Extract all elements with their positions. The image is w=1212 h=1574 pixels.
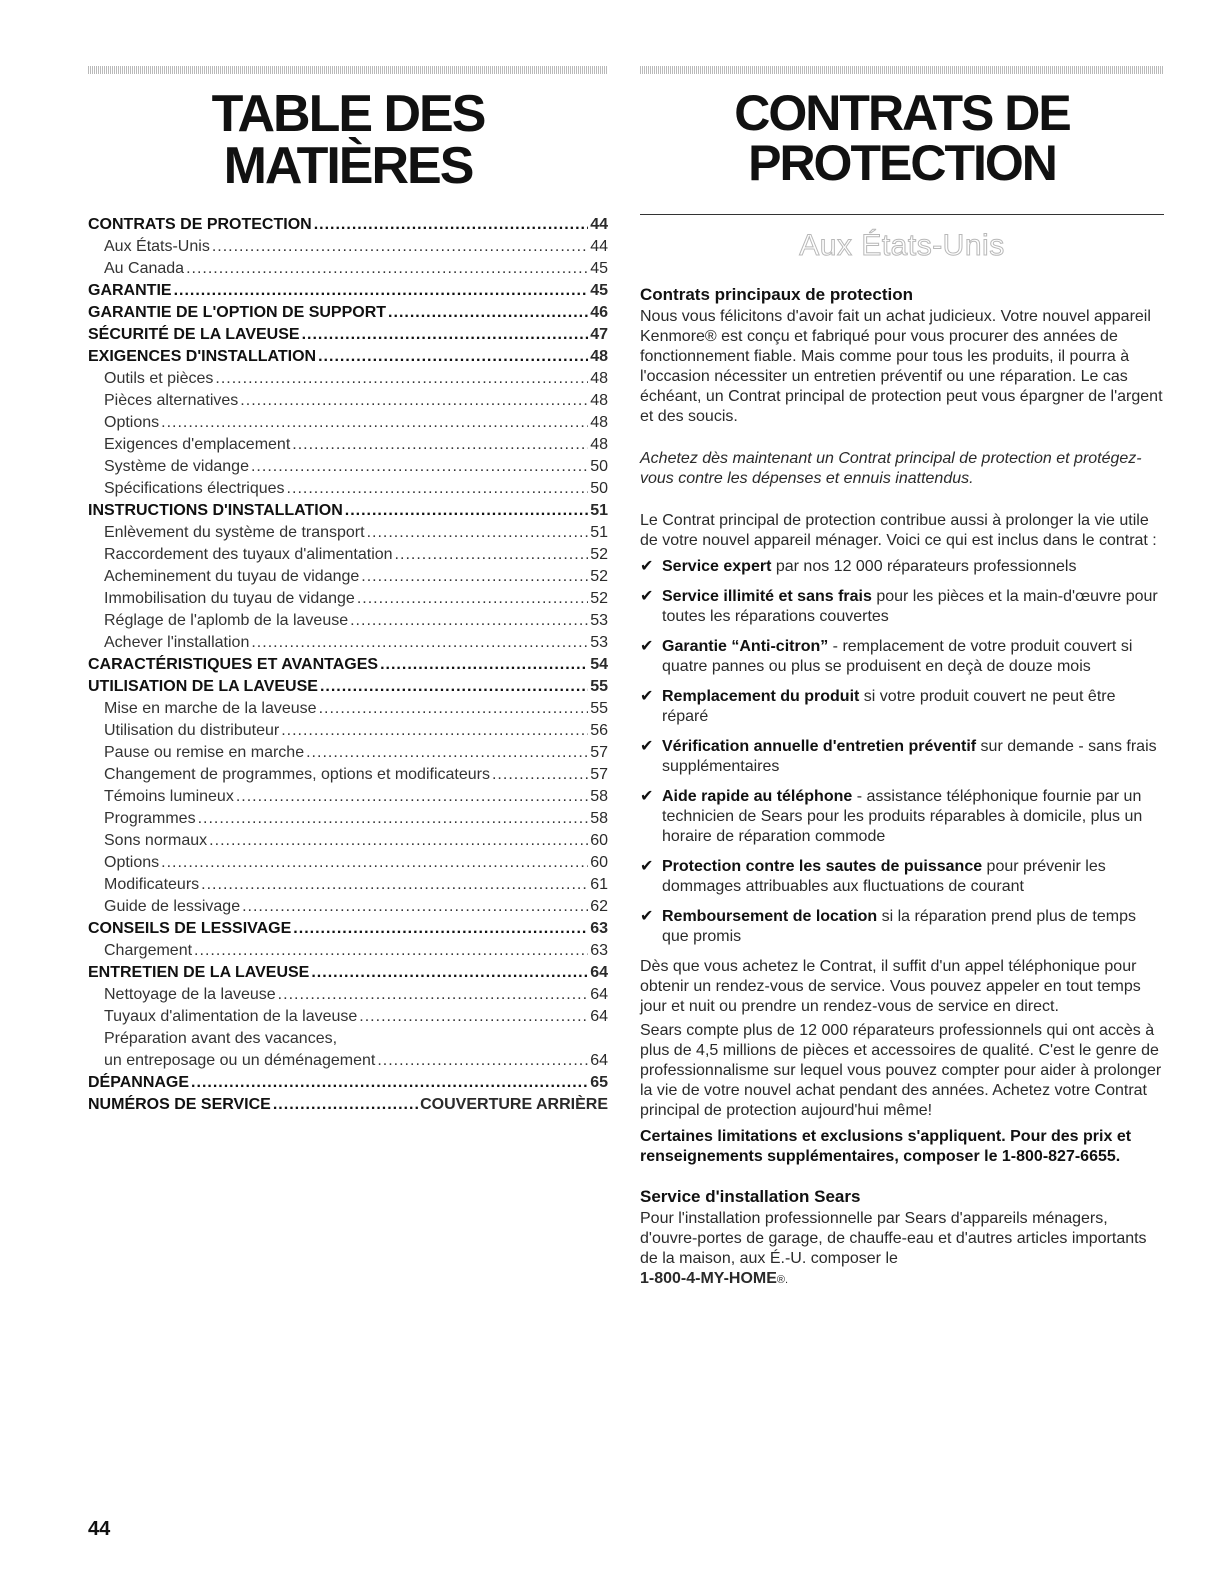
benefit-bold: Vérification annuelle d'entretien préventif bbox=[662, 738, 977, 755]
toc-entry bbox=[88, 698, 608, 720]
page-number: 44 bbox=[88, 1518, 111, 1540]
benefit-text bbox=[662, 557, 1076, 577]
benefit-text bbox=[662, 687, 1164, 727]
toc-entry-label: Témoins lumineux bbox=[104, 788, 234, 805]
toc-entry-page: 48 bbox=[590, 414, 608, 431]
toc-entry-label: CARACTÉRISTIQUES ET AVANTAGES bbox=[88, 656, 379, 673]
toc-leader-dots bbox=[287, 478, 589, 500]
toc-entry-page: 64 bbox=[590, 1008, 608, 1025]
toc-entry bbox=[88, 280, 608, 302]
toc-entry-label: Réglage de l'aplomb de la laveuse bbox=[104, 612, 349, 629]
checkmark-icon: ✔ bbox=[640, 558, 654, 575]
toc-entry bbox=[88, 720, 608, 742]
toc-leader-dots bbox=[306, 742, 588, 764]
benefit-text bbox=[662, 857, 1164, 897]
checkmark-icon: ✔ bbox=[640, 738, 654, 755]
toc-entry bbox=[88, 390, 608, 412]
toc-leader-dots bbox=[191, 1072, 588, 1094]
toc-entry bbox=[88, 302, 608, 324]
toc-entry bbox=[88, 830, 608, 852]
toc-entry-label: Chargement bbox=[104, 942, 193, 959]
toc-entry-label: Options bbox=[104, 854, 160, 871]
benefit-item bbox=[640, 857, 1164, 897]
benefit-item bbox=[640, 907, 1164, 947]
toc-entry bbox=[88, 764, 608, 786]
main-heading: Contrats principaux de protection bbox=[640, 285, 913, 304]
contracts-title bbox=[640, 85, 1164, 191]
toc-leader-dots bbox=[311, 962, 588, 984]
toc-entry-page: 64 bbox=[590, 1052, 608, 1069]
benefit-item bbox=[640, 737, 1164, 777]
benefit-text bbox=[662, 637, 1164, 677]
toc-entry-label: Acheminement du tuyau de vidange bbox=[104, 568, 360, 585]
toc-entry bbox=[88, 456, 608, 478]
checkmark-icon: ✔ bbox=[640, 908, 654, 925]
toc-entry-label: Raccordement des tuyaux d'alimentation bbox=[104, 546, 393, 563]
benefit-detail: si votre produit couvert ne peut être réparé bbox=[662, 688, 1116, 725]
benefit-bold: Protection contre les sautes de puissance bbox=[662, 858, 983, 875]
toc-entry-page: 53 bbox=[590, 634, 608, 651]
toc-leader-dots bbox=[318, 346, 588, 368]
toc-entry-page: 64 bbox=[590, 986, 608, 1003]
benefit-item bbox=[640, 637, 1164, 677]
toc-entry-page: 53 bbox=[590, 612, 608, 629]
toc-entry bbox=[88, 588, 608, 610]
toc-entry bbox=[88, 874, 608, 896]
contracts-title-line1: CONTRATS DE bbox=[734, 85, 1070, 141]
toc-leader-dots bbox=[201, 874, 588, 896]
install-phone-suffix: ®. bbox=[776, 1274, 789, 1286]
toc-leader-dots bbox=[314, 214, 589, 236]
toc-entry bbox=[88, 566, 608, 588]
toc-entry bbox=[88, 214, 608, 236]
toc-entry-page: 50 bbox=[590, 458, 608, 475]
checkmark-icon: ✔ bbox=[640, 858, 654, 875]
benefit-item bbox=[640, 557, 1164, 577]
toc-entry-page: 52 bbox=[590, 568, 608, 585]
toc-entry-label: Aux États-Unis bbox=[104, 238, 210, 255]
checkmark-icon: ✔ bbox=[640, 638, 654, 655]
benefit-text bbox=[662, 587, 1164, 627]
toc-leader-dots bbox=[251, 456, 588, 478]
toc-entry-page: 60 bbox=[590, 832, 608, 849]
install-heading: Service d'installation Sears bbox=[640, 1187, 861, 1206]
toc-entry-label: Sons normaux bbox=[104, 832, 208, 849]
toc-entry: Préparation avant des vacances, bbox=[104, 1030, 338, 1047]
toc-entry bbox=[88, 1072, 608, 1094]
toc-entry-page: 62 bbox=[590, 898, 608, 915]
install-phone: 1-800-4-MY-HOME bbox=[640, 1270, 777, 1287]
toc-leader-dots bbox=[194, 940, 588, 962]
toc-entry-label: Enlèvement du système de transport bbox=[104, 524, 365, 541]
toc-entry-label: Pièces alternatives bbox=[104, 392, 239, 409]
toc-entry-page: 56 bbox=[590, 722, 608, 739]
top-dotted-rule bbox=[640, 66, 1164, 74]
toc-entry bbox=[88, 1006, 608, 1028]
toc-entry-label: Utilisation du distributeur bbox=[104, 722, 280, 739]
toc-entry-label: Options bbox=[104, 414, 160, 431]
toc-entry-page: 48 bbox=[590, 392, 608, 409]
benefit-detail: sur demande - sans frais supplémentaires bbox=[662, 738, 1157, 775]
toc-entry-label: INSTRUCTIONS D'INSTALLATION bbox=[88, 502, 343, 519]
toc-entry-label: Immobilisation du tuyau de vidange bbox=[104, 590, 355, 607]
toc-leader-dots bbox=[302, 324, 589, 346]
toc-leader-dots bbox=[251, 632, 588, 654]
toc-entry-page: 48 bbox=[590, 436, 608, 453]
region-heading: Aux États-Unis bbox=[799, 229, 1005, 262]
toc-entry-page: 55 bbox=[590, 678, 608, 695]
toc-entry bbox=[88, 610, 608, 632]
benefit-text bbox=[662, 907, 1164, 947]
call-paragraph: Dès que vous achetez le Contrat, il suffit d'un appel téléphonique pour obtenir un rendez-vous de service. Vous pouvez appeler en tout temps jour et nuit ou prendre un rendez-vous de service en direct. bbox=[640, 958, 1141, 1015]
toc-leader-dots bbox=[186, 258, 588, 280]
benefit-item bbox=[640, 787, 1164, 847]
benefit-detail: pour les pièces et la main-d'œuvre pour toutes les réparations couvertes bbox=[662, 588, 1158, 625]
toc-entry-page: 46 bbox=[590, 304, 608, 321]
toc-entry-label: Système de vidange bbox=[104, 458, 249, 475]
toc-leader-dots bbox=[281, 720, 588, 742]
toc-leader-dots bbox=[293, 918, 588, 940]
toc-entry bbox=[88, 236, 608, 258]
toc-entry bbox=[88, 544, 608, 566]
toc-leader-dots bbox=[380, 654, 588, 676]
benefit-item bbox=[640, 687, 1164, 727]
benefit-detail: si la réparation prend plus de temps que promis bbox=[662, 908, 1136, 945]
toc-title: TABLE DES MATIÈRES bbox=[211, 85, 485, 195]
toc-leader-dots bbox=[361, 566, 588, 588]
toc-entry bbox=[88, 808, 608, 830]
toc-entry-page: 60 bbox=[590, 854, 608, 871]
toc-entry bbox=[88, 434, 608, 456]
toc-entry-label: UTILISATION DE LA LAVEUSE bbox=[88, 678, 318, 695]
toc-entry-page: 57 bbox=[590, 744, 608, 761]
toc-entry-label: CONSEILS DE LESSIVAGE bbox=[88, 920, 292, 937]
sears-paragraph: Sears compte plus de 12 000 réparateurs professionnels qui ont accès à plus de 4,5 millions de pièces et accessoires de qualité. C'est le genre de professionnalisme sur lequel vous pouvez compter pour aider à prolonger la vie de votre nouvel achat pendant des années. Achetez votre Contrat principal de protection aujourd'hui même! bbox=[640, 1022, 1162, 1119]
toc-entry bbox=[88, 324, 608, 346]
toc-entry-label: un entreposage ou un déménagement bbox=[104, 1052, 376, 1069]
toc-entry-page: 45 bbox=[590, 282, 608, 299]
toc-entry bbox=[88, 940, 608, 962]
toc-leader-dots bbox=[345, 500, 588, 522]
toc-leader-dots bbox=[367, 522, 589, 544]
toc-leader-dots bbox=[377, 1050, 588, 1072]
toc-leader-dots bbox=[395, 544, 589, 566]
toc-entry bbox=[88, 742, 608, 764]
toc-entry-page: 48 bbox=[590, 348, 608, 365]
toc-leader-dots bbox=[388, 302, 588, 324]
toc-entry bbox=[88, 368, 608, 390]
toc-leader-dots bbox=[161, 852, 588, 874]
toc-entry-label: Au Canada bbox=[104, 260, 185, 277]
toc-entry bbox=[88, 918, 608, 940]
toc-entry-page: 58 bbox=[590, 788, 608, 805]
benefit-text bbox=[662, 737, 1164, 777]
toc-entry bbox=[88, 786, 608, 808]
toc-entry bbox=[88, 896, 608, 918]
toc-column bbox=[88, 66, 608, 1116]
toc-leader-dots bbox=[359, 1006, 588, 1028]
toc-entry-label: Changement de programmes, options et modificateurs bbox=[104, 766, 490, 783]
toc-entry-label: GARANTIE bbox=[88, 282, 172, 299]
benefit-bold: Service expert bbox=[662, 558, 772, 575]
benefit-bold: Remplacement du produit bbox=[662, 688, 860, 705]
toc-entry-label: Achever l'installation bbox=[104, 634, 250, 651]
benefit-detail: - remplacement de votre produit couvert si quatre pannes ou plus se produisent en deçà de douze mois bbox=[662, 638, 1133, 675]
install-text: Pour l'installation professionnelle par Sears d'appareils ménagers, d'ouvre-portes de garage, de chauffe-eau et d'autres articles importants de la maison, aux É.-U. composer le bbox=[640, 1210, 1147, 1267]
toc-leader-dots bbox=[320, 676, 588, 698]
toc-list bbox=[88, 214, 608, 1116]
toc-leader-dots bbox=[236, 786, 588, 808]
toc-entry-page: 55 bbox=[590, 700, 608, 717]
toc-entry-label: Spécifications électriques bbox=[104, 480, 285, 497]
toc-entry-page: 44 bbox=[590, 216, 608, 233]
toc-entry-label: Nettoyage de la laveuse bbox=[104, 986, 276, 1003]
toc-entry bbox=[88, 522, 608, 544]
toc-entry-page: 63 bbox=[590, 920, 608, 937]
checkmark-icon: ✔ bbox=[640, 688, 654, 705]
toc-entry-page: 44 bbox=[590, 238, 608, 255]
toc-entry-page: 63 bbox=[590, 942, 608, 959]
contracts-title-line2: PROTECTION bbox=[748, 135, 1056, 191]
toc-entry-page: 57 bbox=[590, 766, 608, 783]
toc-entry-label: GARANTIE DE L'OPTION DE SUPPORT bbox=[88, 304, 387, 321]
contracts-column bbox=[640, 66, 1164, 1290]
toc-entry-page: 64 bbox=[590, 964, 608, 981]
toc-entry bbox=[88, 1094, 608, 1116]
toc-entry bbox=[88, 478, 608, 500]
toc-entry bbox=[88, 654, 608, 676]
toc-leader-dots bbox=[240, 390, 588, 412]
toc-entry bbox=[88, 1050, 608, 1072]
benefit-bold: Remboursement de location bbox=[662, 908, 878, 925]
toc-entry-page: 47 bbox=[590, 326, 608, 343]
toc-entry-label: Programmes bbox=[104, 810, 196, 827]
toc-entry bbox=[88, 852, 608, 874]
toc-entry-page: 51 bbox=[590, 502, 608, 519]
toc-entry bbox=[88, 412, 608, 434]
benefit-bold: Garantie “Anti-citron” bbox=[662, 638, 829, 655]
limitations-paragraph: Certaines limitations et exclusions s'appliquent. Pour des prix et renseignements supplémentaires, composer le 1-800-827-6655. bbox=[640, 1128, 1132, 1165]
toc-leader-dots bbox=[292, 434, 588, 456]
benefit-list bbox=[640, 557, 1164, 947]
toc-entry bbox=[88, 962, 608, 984]
toc-entry-page: 50 bbox=[590, 480, 608, 497]
toc-entry-label: CONTRATS DE PROTECTION bbox=[88, 216, 312, 233]
benefit-item bbox=[640, 587, 1164, 627]
toc-entry-page: 45 bbox=[590, 260, 608, 277]
toc-entry-page: 65 bbox=[590, 1074, 608, 1091]
toc-entry bbox=[88, 984, 608, 1006]
top-dotted-rule bbox=[88, 66, 608, 74]
toc-entry-label: Pause ou remise en marche bbox=[104, 744, 305, 761]
toc-entry bbox=[88, 500, 608, 522]
toc-entry-label: Exigences d'emplacement bbox=[104, 436, 291, 453]
inclusion-intro: Le Contrat principal de protection contribue aussi à prolonger la vie utile de votre nouvel appareil ménager. Voici ce qui est inclus dans le contrat : bbox=[640, 512, 1157, 549]
install-paragraph bbox=[640, 1209, 1164, 1290]
benefit-bold: Aide rapide au téléphone bbox=[662, 788, 853, 805]
italic-paragraph: Achetez dès maintenant un Contrat principal de protection et protégez-vous contre les dépenses et ennuis inattendus. bbox=[640, 450, 1142, 487]
toc-leader-dots bbox=[273, 1094, 418, 1116]
toc-entry-label: Guide de lessivage bbox=[104, 898, 241, 915]
toc-entry-label: EXIGENCES D'INSTALLATION bbox=[88, 348, 317, 365]
toc-entry-page: 52 bbox=[590, 590, 608, 607]
toc-entry-label: Modificateurs bbox=[104, 876, 200, 893]
toc-leader-dots bbox=[278, 984, 589, 1006]
toc-entry-label: SÉCURITÉ DE LA LAVEUSE bbox=[88, 326, 300, 343]
checkmark-icon: ✔ bbox=[640, 788, 654, 805]
toc-entry bbox=[88, 346, 608, 368]
toc-leader-dots bbox=[319, 698, 589, 720]
toc-entry-page: 48 bbox=[590, 370, 608, 387]
toc-leader-dots bbox=[161, 412, 588, 434]
benefit-detail: pour prévenir les dommages attribuables aux fluctuations de courant bbox=[662, 858, 1106, 895]
toc-leader-dots bbox=[357, 588, 588, 610]
benefit-bold: Service illimité et sans frais bbox=[662, 588, 872, 605]
toc-leader-dots bbox=[209, 830, 588, 852]
toc-entry-label: Tuyaux d'alimentation de la laveuse bbox=[104, 1008, 358, 1025]
toc-leader-dots bbox=[350, 610, 588, 632]
toc-leader-dots bbox=[212, 236, 588, 258]
toc-leader-dots bbox=[242, 896, 588, 918]
toc-entry-label: Mise en marche de la laveuse bbox=[104, 700, 317, 717]
checkmark-icon: ✔ bbox=[640, 588, 654, 605]
toc-entry-page: 52 bbox=[590, 546, 608, 563]
toc-entry-page: COUVERTURE ARRIÈRE bbox=[420, 1096, 608, 1113]
toc-leader-dots bbox=[198, 808, 589, 830]
toc-entry-page: 61 bbox=[590, 876, 608, 893]
toc-leader-dots bbox=[174, 280, 589, 302]
intro-paragraph: Nous vous félicitons d'avoir fait un achat judicieux. Votre nouvel appareil Kenmore® est conçu et fabriqué pour vous procurer des années de fonctionnement fiable. Mais comme pour tous les produits, il pourra à l'occasion nécessiter un entretien préventif ou une réparation. Le cas échéant, un Contrat principal de protection peut vous épargner de l'argent et des soucis. bbox=[640, 308, 1163, 425]
benefit-detail: par nos 12 000 réparateurs professionnels bbox=[771, 558, 1077, 575]
toc-leader-dots bbox=[492, 764, 588, 786]
toc-entry-page: 54 bbox=[590, 656, 608, 673]
toc-entry bbox=[88, 632, 608, 654]
toc-entry bbox=[88, 258, 608, 280]
toc-entry-page: 51 bbox=[590, 524, 608, 541]
toc-entry-page: 58 bbox=[590, 810, 608, 827]
toc-leader-dots bbox=[215, 368, 588, 390]
toc-entry-label: DÉPANNAGE bbox=[88, 1074, 190, 1091]
toc-entry-label: ENTRETIEN DE LA LAVEUSE bbox=[88, 964, 310, 981]
toc-entry-label: NUMÉROS DE SERVICE bbox=[88, 1096, 271, 1113]
benefit-text bbox=[662, 787, 1164, 847]
toc-entry-label: Outils et pièces bbox=[104, 370, 214, 387]
section-divider bbox=[640, 214, 1164, 215]
benefit-detail: - assistance téléphonique fournie par un technicien de Sears pour les produits réparables à domicile, plus un horaire de réparation commode bbox=[662, 788, 1143, 845]
toc-entry bbox=[88, 676, 608, 698]
